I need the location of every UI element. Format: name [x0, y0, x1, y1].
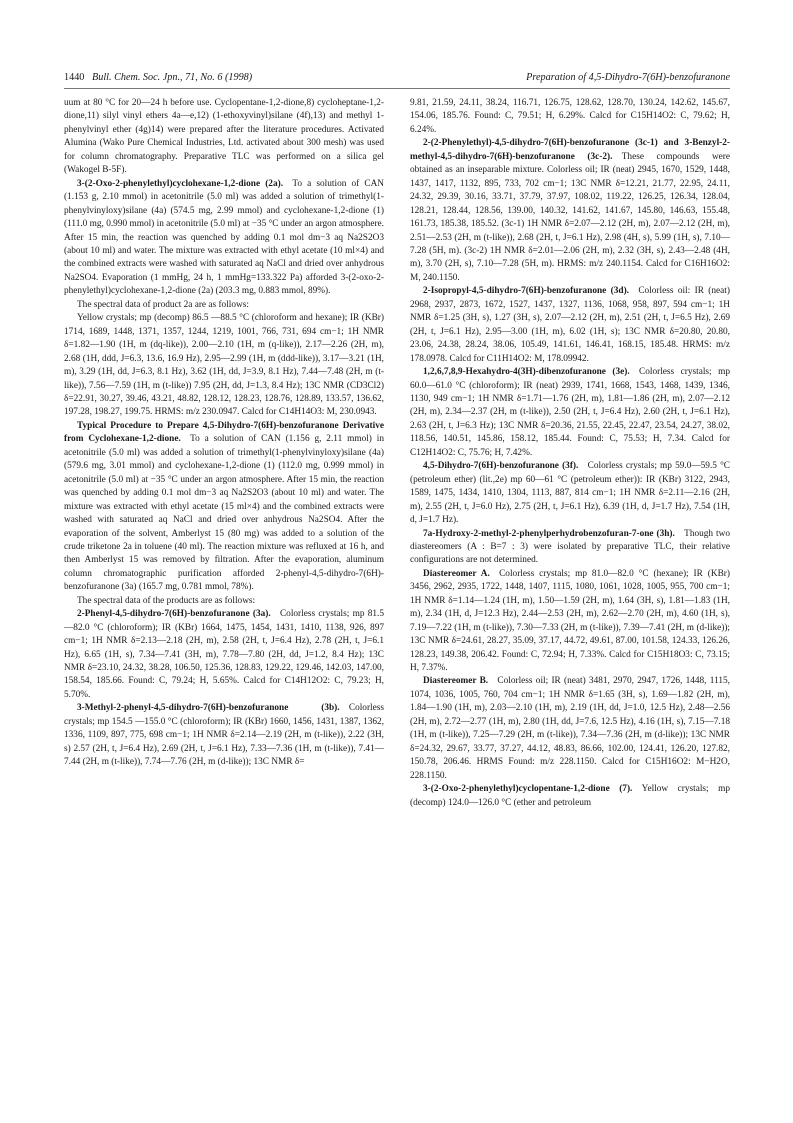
paragraph-heading: 4,5-Dihydro-7(6H)-benzofuranone (3f). — [423, 461, 579, 472]
paragraph-text: To a solution of CAN (1.153 g, 2.10 mmol) in acetonitrile (5.0 ml) was added a solution of trimethyl(1-phenylvinyloxy)silane (4a) (574.5 mg, 2.99 mmol) and cyclohexane-1,2-dione (1) (111.0 mg, 0.990 mmol) in acetonitrile (5.0 ml) at −35 °C under an argon atmosphere. After 15 min, the reaction was quenched by adding 0.1 mol dm−3 aq Na2S2O3 (about 10 ml) and water. The mixture was extracted with ethyl acetate (10 ml×4) and the combined extracts were washed with saturated aq NaCl and dried over anhydrous Na2SO4. Evaporation (1 mmHg, 24 h, 1 mmHg=133.322 Pa) afforded 3-(2-oxo-2-phenylethyl)cyclohexane-1,2-dione (2a) (203.3 mg, 0.883 mmol, 89%). — [64, 178, 385, 297]
paragraph — [410, 285, 730, 366]
paragraph-heading: 3-(2-Oxo-2-phenylethyl)cyclohexane-1,2-dione (2a). — [77, 178, 284, 189]
paragraph-text: Colorless crystals; mp 59.0—59.5 °C (petroleum ether) (lit.,2e) mp 60—61 °C (petroleum ether)): IR (KBr) 3122, 2943, 1589, 1475, 1434, 1410, 1304, 1113, 887, 814 cm−1; 1H NMR δ=2.11—2.16 (2H, m), 2.55 (2H, t, J=6.0 Hz), 2.75 (2H, t, J=6.1 Hz), 6.39 (1H, d, J=1.7 Hz), 7.54 (1H, d, J=1.7 Hz). — [410, 461, 730, 526]
paragraph-text: The spectral data of product 2a are as follows: — [77, 299, 249, 310]
paragraph — [64, 608, 384, 702]
paragraph-text: Colorless oil; IR (neat) 3481, 2970, 2947, 1726, 1448, 1115, 1074, 1036, 1005, 760, 704 cm−1; 1H NMR δ=1.65 (3H, s), 1.69—1.82 (2H, m), 1.84—1.90 (1H, m), 2.03—2.10 (1H, m), 2.19 (1H, dd, J=1.0, 12.5 Hz), 2.48—2.56 (2H, m), 2.72—2.77 (1H, m), 2.80 (1H, dd, J=7.6, 12.5 Hz), 4.16 (1H, s), 7.15—7.18 (1H, m (t-like)), 7.25—7.29 (2H, m (t-like)), 7.34—7.36 (2H, m (d-like)); 13C NMR δ=24.32, 29.67, 33.77, 37.27, 44.12, 48.83, 86.66, 102.00, 124.41, 126.20, 127.82, 150.78, 206.46. HRMS Found: m/z 228.1150. Calcd for C15H16O2: M−H2O, 228.1150. — [410, 676, 730, 781]
paragraph-text: The spectral data of the products are as follows: — [77, 595, 256, 606]
paragraph — [64, 97, 384, 178]
paragraph — [410, 366, 730, 460]
paragraph-heading: 7a-Hydroxy-2-methyl-2-phenylperhydrobenzofuran-7-one (3h). — [423, 528, 675, 539]
paragraph-heading: 3-Methyl-2-phenyl-4,5-dihydro-7(6H)-benzofuranone (3b). — [77, 703, 340, 714]
paragraph-text: Colorless crystals; mp 81.0—82.0 °C (hexane); IR (KBr) 3456, 2962, 2935, 1722, 1448, 1407, 1115, 1080, 1061, 1028, 1005, 955, 700 cm−1; 1H NMR δ=1.14—1.24 (1H, m), 1.50—1.59 (2H, m), 1.64 (3H, s), 1.81—1.83 (1H, m), 2.34 (1H, d, J=12.3 Hz), 2.44—2.53 (2H, m), 2.62—2.70 (2H, m), 4.60 (1H, s), 7.19—7.22 (1H, m (t-like)), 7.30—7.33 (2H, m (t-like)), 7.39—7.41 (2H, m (d-like)); 13C NMR δ=24.61, 28.27, 35.09, 37.17, 44.72, 49.61, 87.00, 101.58, 124.33, 126.26, 128.23, 149.38, 206.42. Found: C, 72.94; H, 7.33%. Calcd for C15H18O3: C, 73.15; H, 7.37%. — [410, 568, 730, 674]
paragraph — [410, 460, 730, 527]
paragraph — [64, 702, 384, 769]
paragraph — [410, 97, 730, 137]
paragraph-heading: 2-(2-Phenylethyl)-4,5-dihydro-7(6H)-benzofuranone (3c-1) and 3-Benzyl-2-methyl-4,5-dihydro-7(6H)-benzofuranone (3c-2). — [410, 138, 730, 162]
paragraph — [64, 595, 384, 608]
left-column — [64, 97, 384, 770]
paragraph-heading: 3-(2-Oxo-2-phenylethyl)cyclopentane-1,2-dione (7). — [423, 784, 633, 795]
running-title: Preparation of 4,5-Dihydro-7(6H)-benzofuranone — [526, 72, 730, 83]
paragraph-text: These compounds were obtained as an inseparable mixture. Colorless oil; IR (neat) 2945, 1670, 1529, 1448, 1437, 1417, 1132, 895, 733, 702 cm−1; 13C NMR δ=12.21, 21.77, 22.95, 24.11, 24.32, 29.39, 30.16, 33.71, 37.79, 37.97, 108.02, 119.22, 126.25, 126.34, 128.04, 128.21, 128.44, 128.56, 139.00, 140.32, 141.62, 141.67, 145.80, 146.63, 155.48, 161.73, 185.38, 185.52. (3c-1) 1H NMR δ=2.07—2.12 (2H, m), 2.07—2.12 (2H, m), 2.51—2.53 (2H, m (t-like)), 2.68 (2H, t, J=6.1 Hz), 2.98 (4H, s), 5.99 (1H, s), 7.10—7.28 (5H, m). (3c-2) 1H NMR δ=2.01—2.06 (2H, m), 2.32 (3H, s), 2.43—2.48 (4H, m), 3.70 (2H, s), 7.10—7.28 (5H, m). HRMS: m/z 240.1154. Calcd for C16H16O2: M, 240.1150. — [410, 151, 731, 283]
paragraph — [64, 299, 384, 312]
journal-reference: Bull. Chem. Soc. Jpn., 71, No. 6 (1998) — [92, 72, 253, 83]
paragraph-text: 9.81, 21.59, 24.11, 38.24, 116.71, 126.75, 128.62, 128.70, 130.24, 142.62, 145.67, 154.06, 185.76. Found: C, 79.51; H, 6.29%. Calcd for C15H14O2: C, 79.62; H, 6.24%. — [410, 98, 730, 135]
paragraph-text: Yellow crystals; mp (decomp) 86.5 —88.5 °C (chloroform and hexane); IR (KBr) 1714, 1689, 1448, 1371, 1357, 1244, 1219, 1001, 766, 731, 694 cm−1; 1H NMR δ=1.82—1.90 (1H, m (dq-like)), 2.00—2.10 (1H, m (q-like)), 2.17—2.26 (2H, m), 2.68 (1H, ddd, J=6.3, 13.6, 16.9 Hz), 2.95—2.99 (1H, m (ddd-like)), 3.17—3.21 (1H, m), 3.29 (1H, dd, J=6.3, 8.1 Hz), 3.62 (1H, dd, J=3.9, 8.1 Hz), 7.44—7.48 (2H, m (t-like)), 7.56—7.59 (1H, m (t-like)) 7.95 (2H, dd, J=1.3, 8.4 Hz); 13C NMR (CD3Cl2) δ=22.91, 30.27, 39.46, 43.21, 48.82, 128.12, 128.23, 128.76, 128.89, 133.57, 136.62, 197.28, 198.27, 199.75. HRMS: m/z 230.0947. Calcd for C14H14O3: M, 230.0943. — [64, 313, 384, 418]
paragraph-heading: Diastereomer A. — [423, 568, 490, 579]
paragraph-heading: 2-Isopropyl-4,5-dihydro-7(6H)-benzofuranone (3d). — [423, 286, 630, 297]
page-number: 1440 — [64, 72, 85, 83]
right-column — [410, 97, 730, 810]
paragraph — [410, 675, 730, 783]
paragraph — [64, 312, 384, 420]
paragraph-text: Colorless crystals; mp 60.0—61.0 °C (chloroform); IR (neat) 2939, 1741, 1668, 1543, 1468, 1439, 1346, 1130, 949 cm−1; 1H NMR δ=1.71—1.76 (2H, m), 1.81—1.86 (2H, m), 2.07—2.12 (2H, m), 2.34—2.37 (2H, m (t-like)), 2.50 (2H, t, J=6.4 Hz), 2.60 (2H, t, J=6.1 Hz), 2.63 (2H, t, J=6.3 Hz); 13C NMR δ=20.36, 21.55, 22.45, 22.47, 23.54, 24.27, 38.02, 118.56, 140.51, 145.86, 158.12, 185.44. Found: C, 75.53; H, 7.34. Calcd for C12H14O2: C, 75.76; H, 7.42%. — [410, 367, 730, 458]
paragraph — [410, 783, 730, 810]
paragraph-text: Colorless oil: IR (neat) 2968, 2937, 2873, 1672, 1527, 1437, 1327, 1136, 1068, 958, 897, 594 cm−1; 1H NMR δ=1.25 (3H, s), 1.27 (3H, s), 2.07—2.12 (2H, m), 2.51 (2H, t, J=6.5 Hz), 2.69 (2H, t, J=6.1 Hz), 2.95—3.00 (1H, m), 6.02 (1H, s); 13C NMR δ=20.80, 20.80, 23.06, 24.38, 28.24, 38.06, 105.49, 141.61, 146.41, 168.15, 185.48. HRMS: m/z 178.0978. Calcd for C11H14O2: M, 178.09942. — [410, 286, 730, 364]
paragraph-heading: 1,2,6,7,8,9-Hexahydro-4(3H)-dibenzofuranone (3e). — [423, 367, 630, 378]
paragraph-text: Yellow crystals; mp (decomp) 124.0—126.0 °C (ether and petroleum — [410, 784, 730, 808]
paragraph-heading: Diastereomer B. — [423, 676, 489, 687]
paragraph-heading: Typical Procedure to Prepare 4,5-Dihydro-7(6H)-benzofuranone Derivative from Cyclohexane-1,2-dione. — [64, 420, 384, 445]
page-header — [64, 72, 730, 89]
paragraph — [410, 137, 730, 285]
paragraph — [64, 420, 384, 595]
paragraph-text: uum at 80 °C for 20—24 h before use. Cyclopentane-1,2-dione,8) cycloheptane-1,2-dione,11) silyl vinyl ethers 4a—e,12) (1-ethoxyvinyl)silane (4f),13) and methyl 1-phenylvinyl ether (4g)14) were prepared after the literature procedures. Activated Alumina (Wako Pure Chemical Industries, Ltd. activated about 300 mesh) was used for column chromatography. Preparative TLC was performed on a silica gel (Wakogel B-5F). — [64, 98, 384, 176]
paragraph-heading: 2-Phenyl-4,5-dihydro-7(6H)-benzofuranone (3a). — [77, 609, 271, 620]
paragraph-text: Though two diastereomers (A : B=7 : 3) were isolated by preparative TLC, their relative configurations are not determined. — [410, 528, 730, 566]
paragraph — [410, 528, 730, 568]
paragraph-text: Colorless crystals; mp 154.5 —155.0 °C (chloroform); IR (KBr) 1660, 1456, 1431, 1387, 1362, 1336, 1109, 897, 775, 698 cm−1; 1H NMR δ=2.14—2.19 (2H, m (t-like)), 2.22 (3H, s) 2.57 (2H, t, J=6.4 Hz), 2.69 (2H, t, J=6.1 Hz), 7.33—7.36 (1H, m (t-like)), 7.41—7.44 (2H, m (t-like)), 7.74—7.76 (2H, m (d-like)); 13C NMR δ= — [64, 703, 384, 768]
paragraph-text: Colorless crystals; mp 81.5—82.0 °C (chloroform); IR (KBr) 1664, 1475, 1454, 1431, 1410, 1138, 926, 897 cm−1; 1H NMR δ=2.13—2.18 (2H, m), 2.58 (2H, t, J=6.4 Hz), 2.78 (2H, t, J=6.1 Hz), 6.65 (1H, s), 7.34—7.41 (3H, m), 7.78—7.80 (2H, dd, J=1.2, 8.4 Hz); 13C NMR δ=23.10, 24.32, 38.28, 106.50, 125.36, 128.83, 129.22, 129.46, 142.03, 147.00, 158.54, 185.66. Found: C, 79.24; H, 5.65%. Calcd for C14H12O2: C, 79.23; H, 5.70%. — [64, 609, 384, 700]
paragraph — [64, 178, 384, 299]
paragraph-text: To a solution of CAN (1.156 g, 2.11 mmol) in acetonitrile (5.0 ml) was added a solution of trimethyl(1-phenylvinyloxy)silane (4a) (579.6 mg, 3.01 mmol) and cyclohexane-1,2-dione (1) (112.0 mg, 0.999 mmol) in acetonitrile (5.0 ml) at −35 °C under an argon atmosphere. After 15 min, the reaction was quenched by adding 0.1 mol dm−3 aq Na2S2O3 (about 10 ml) and water. The mixture was extracted with ethyl acetate (15 ml×4) and the combined extracts were washed with saturated aq NaCl and dried over anhydrous Na2SO4. After the evaporation of the solvent, Amberlyst 15 (80 mg) was added to a solution of the crude triketone 2a in toluene (40 ml). The reaction mixture was refluxed at 16 h, and then Amberlyst 15 was removed by filtration. After the evaporation, aluminum column chromatographic purification afforded 2-phenyl-4,5-dihydro-7(6H)-benzofuranone (3a) (165.7 mg, 0.781 mmol, 78%). — [64, 434, 385, 593]
paragraph — [410, 568, 730, 676]
